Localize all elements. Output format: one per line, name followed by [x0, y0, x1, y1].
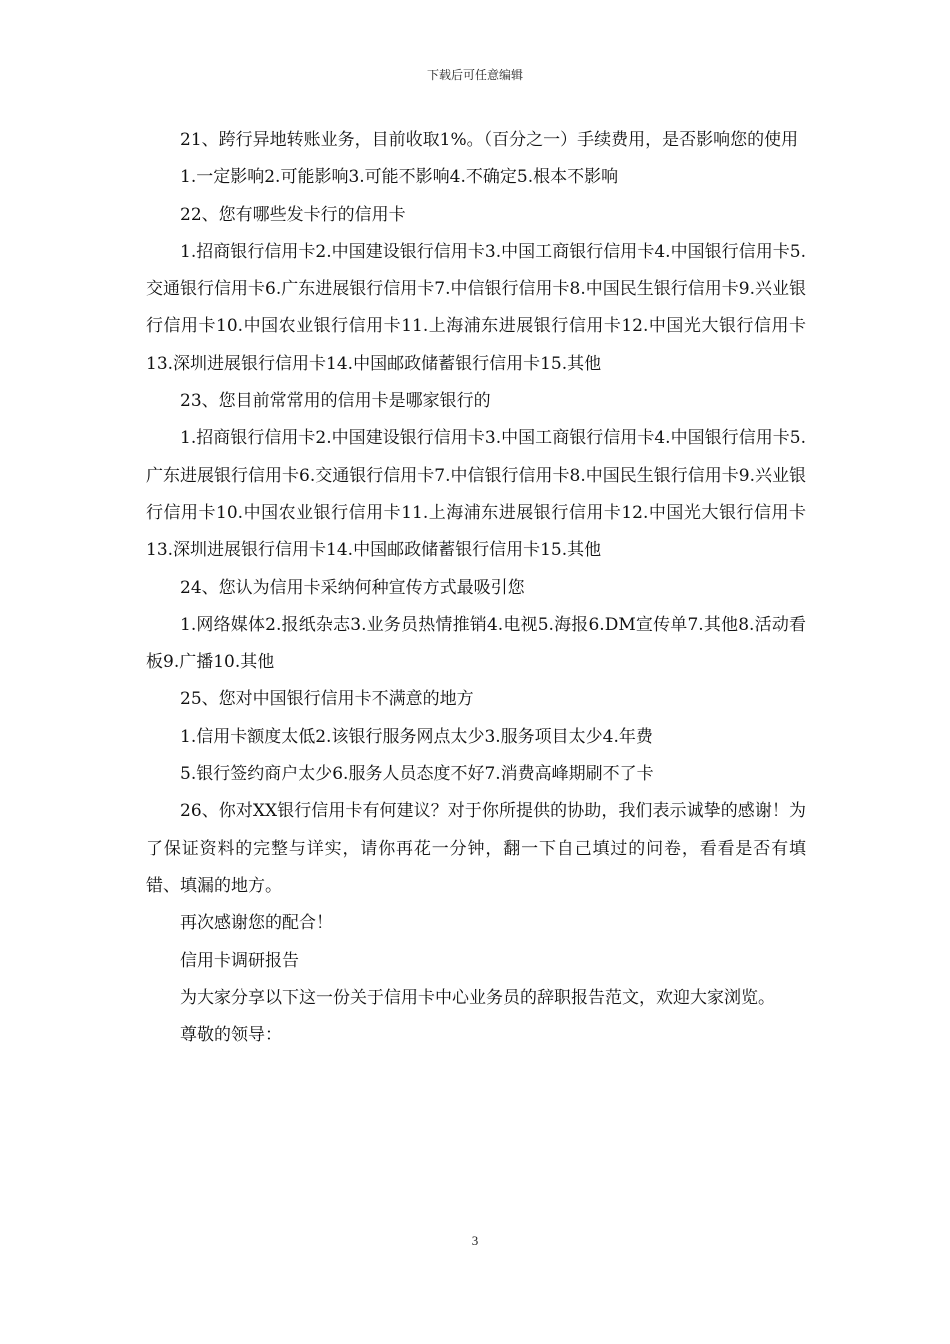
section-title: 信用卡调研报告 [180, 950, 299, 971]
page-header: 下载后可任意编辑 [426, 68, 523, 82]
question-21: 21、跨行异地转账业务，目前收取1%。（百分之一）手续费用，是否影响您的使用 [180, 130, 799, 150]
answer-options-23: 1.招商银行信用卡2.中国建设银行信用卡3.中国工商银行信用卡4.中国银行信用卡5.广东进展银行信用卡6.交通银行信用卡7.中信银行信用卡8.中国民生银行信用卡9.兴业银行信用卡10.中国农业银行信用卡11.上海浦东进展银行信用卡12.中国光大银行信用卡13.深圳进展银行信用卡14.中国邮政储蓄银行信用卡15.其他 [146, 428, 806, 561]
question-26: 26、你对XX银行信用卡有何建议？对于你所提供的协助，我们表示诚挚的感谢！为了保证资料的完整与详实，请你再花一分钟，翻一下自己填过的问卷，看看是否有填错、填漏的地方。 [146, 801, 806, 896]
question-22: 22、您有哪些发卡行的信用卡 [180, 204, 406, 225]
document-body [146, 122, 806, 1054]
answer-options-25-line1: 1.信用卡额度太低2.该银行服务网点太少3.服务项目太少4.年费 [180, 726, 653, 747]
page-number: 3 [471, 1233, 479, 1248]
salutation: 尊敬的领导： [180, 1025, 282, 1046]
answer-options-24: 1.网络媒体2.报纸杂志3.业务员热情推销4.电视5.海报6.DM宣传单7.其他8.活动看板9.广播10.其他 [146, 614, 806, 673]
question-23: 23、您目前常常用的信用卡是哪家银行的 [180, 391, 491, 412]
question-25: 25、您对中国银行信用卡不满意的地方 [180, 689, 474, 710]
question-24: 24、您认为信用卡采纳何种宣传方式最吸引您 [180, 577, 525, 598]
thanks-line: 再次感谢您的配合！ [180, 913, 333, 934]
answer-options-25-line2: 5.银行签约商户太少6.服务人员态度不好7.消费高峰期刷不了卡 [180, 764, 654, 785]
answer-options-21: 1.一定影响2.可能影响3.可能不影响4.不确定5.根本不影响 [180, 167, 619, 188]
intro-paragraph: 为大家分享以下这一份关于信用卡中心业务员的辞职报告范文，欢迎大家浏览。 [180, 987, 775, 1008]
answer-options-22: 1.招商银行信用卡2.中国建设银行信用卡3.中国工商银行信用卡4.中国银行信用卡5.交通银行信用卡6.广东进展银行信用卡7.中信银行信用卡8.中国民生银行信用卡9.兴业银行信用卡10.中国农业银行信用卡11.上海浦东进展银行信用卡12.中国光大银行信用卡13.深圳进展银行信用卡14.中国邮政储蓄银行信用卡15.其他 [146, 241, 806, 374]
